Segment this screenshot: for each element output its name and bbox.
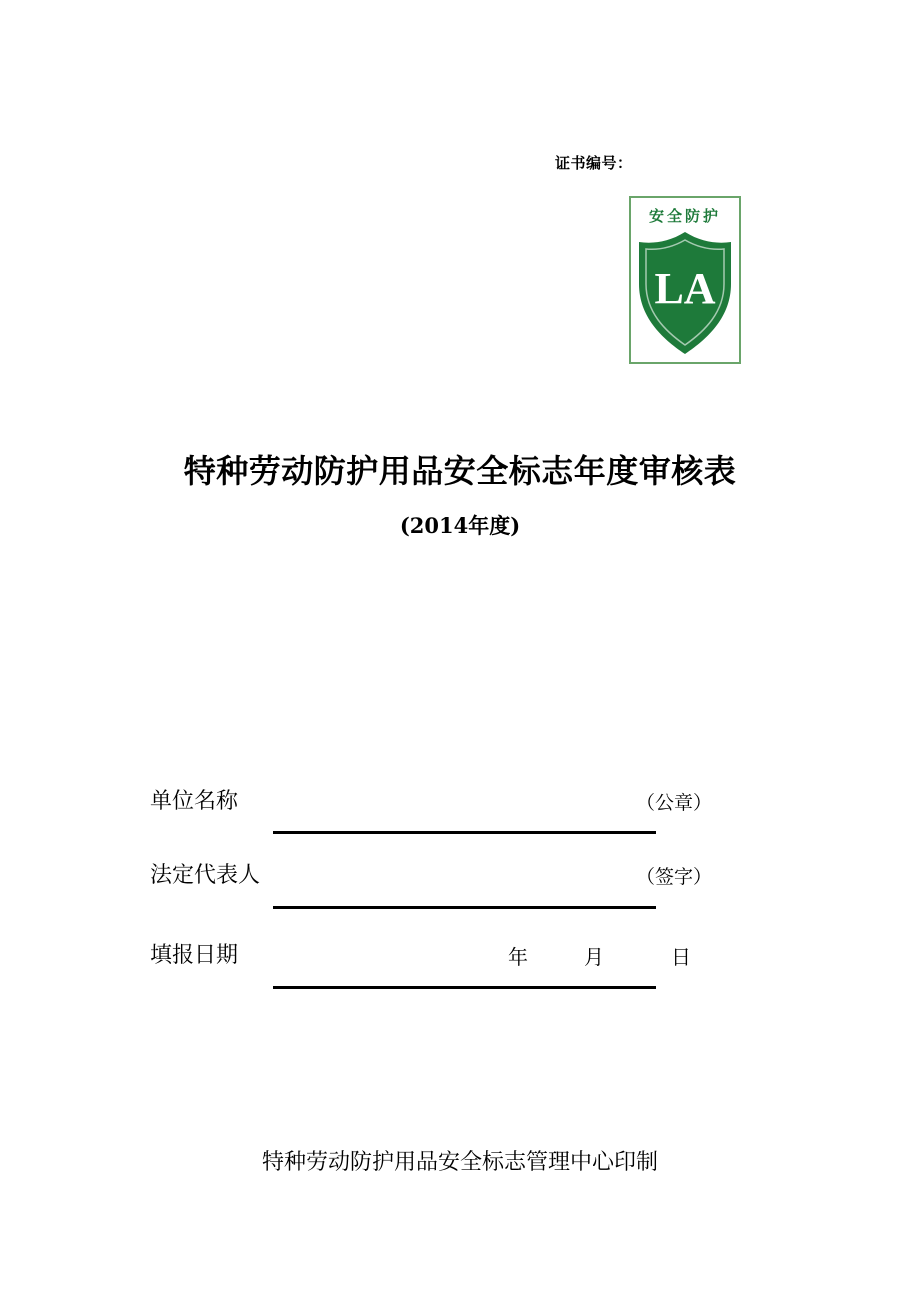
company-name-line[interactable] <box>273 831 656 834</box>
page-title: 特种劳动防护用品安全标志年度审核表 <box>183 452 737 490</box>
date-year-label: 年 <box>508 945 528 969</box>
fill-date-label: 填报日期 <box>150 943 239 968</box>
legal-rep-line[interactable] <box>273 906 656 909</box>
logo-top-text: 安全防护 <box>648 207 722 225</box>
legal-rep-label: 法定代表人 <box>150 863 261 888</box>
logo-emblem-text: LA <box>654 264 716 313</box>
year-subtitle: (2014年度) <box>399 513 521 538</box>
fill-date-line[interactable] <box>273 986 656 989</box>
date-month-label: 月 <box>584 945 604 969</box>
la-safety-logo <box>629 196 741 364</box>
date-day-label: 日 <box>671 945 691 969</box>
footer-issuer: 特种劳动防护用品安全标志管理中心印制 <box>261 1150 658 1175</box>
company-seal-note: （公章） <box>636 792 713 814</box>
company-name-label: 单位名称 <box>150 789 239 814</box>
certificate-number-label: 证书编号： <box>555 154 633 172</box>
legal-rep-signature-note: （签字） <box>636 866 713 888</box>
